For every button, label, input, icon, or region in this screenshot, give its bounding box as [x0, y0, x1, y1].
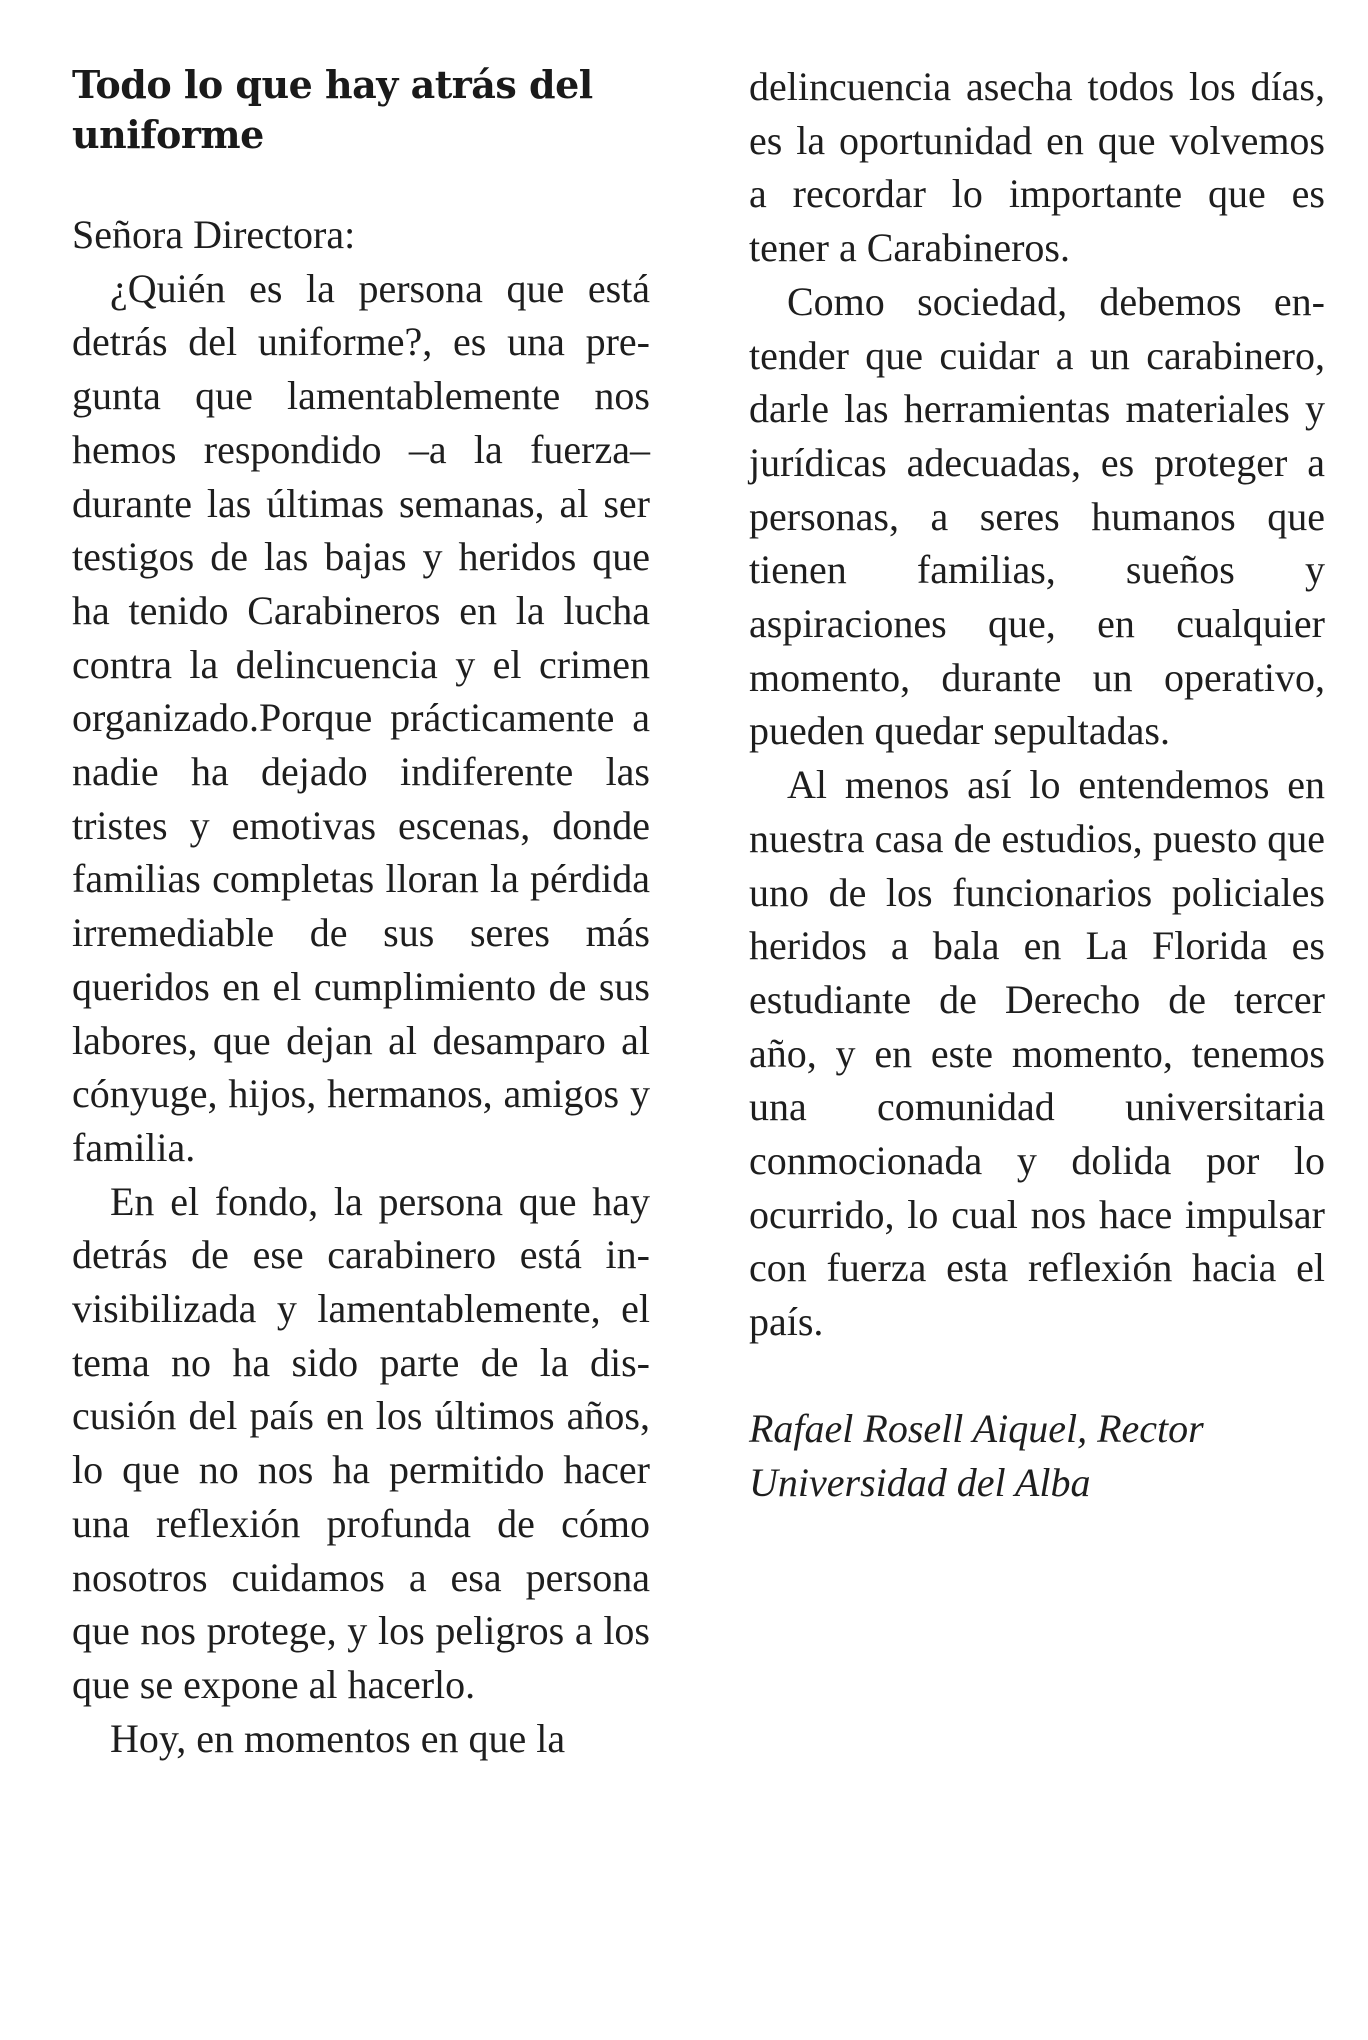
letter-headline: Todo lo que hay atrás del uniforme: [72, 62, 593, 157]
letter-paragraph: Hoy, en momentos en que la: [110, 1715, 566, 1761]
signature-institution: Universidad del Alba: [749, 1459, 1091, 1505]
right-column: [749, 60, 1325, 1509]
letter-paragraph: Al menos así lo entendemos en nuestra casa de estudios, puesto que uno de los funcionarios policiales heridos a bala en La Florida es estudiante de Derecho de tercer año, y en este momento, tenemos una comunidad universitaria conmocionada y dolida por lo ocurrido, lo cual nos hace impulsar con fuerza esta reflexión hacia el país.: [749, 762, 1325, 1345]
letter-paragraph: ¿Quién es la persona que está detrás del uniforme?, es una pregunta que lamentablemente nos hemos respondido –a la fuerza– durante las últimas semanas, al ser testigos de las bajas y heridos que ha tenido Carabineros en la lucha contra la delincuencia y el crimen organizado.Porque prácticamente a nadie ha dejado indiferente las tristes y emotivas escenas, donde familias completas lloran la pérdida irremediable de sus seres más queridos en el cumplimiento de sus labores, que dejan al desamparo al cónyuge, hijos, hermanos, amigos y familia.: [72, 265, 650, 1170]
letter-paragraph: delincuencia asecha todos los días, es la oportunidad en que volvemos a recordar lo importante que es tener a Carabineros.: [749, 64, 1325, 271]
left-column: [72, 60, 650, 1765]
letter-paragraph: Como sociedad, debemos entender que cuidar a un carabinero, darle las herramientas materiales y jurídicas adecuadas, es proteger a personas, a seres humanos que tienen familias, sueños y aspiraciones que, en cualquier momento, durante un operativo, pueden quedar sepultadas.: [749, 278, 1325, 754]
salutation: Señora Directora:: [72, 212, 356, 257]
letter-paragraph: En el fondo, la persona que hay detrás de ese carabinero está invisibilizada y lamentablemente, el tema no ha sido parte de la discusión del país en los últimos años, lo que no nos ha permitido hacer una reflexión profunda de cómo nosotros cuidamos a esa persona que nos protege, y los peligros a los que se expone al hacerlo.: [72, 1178, 650, 1707]
letter-signature: [749, 1402, 1325, 1509]
signature-author: Rafael Rosell Aiquel, Rector: [749, 1405, 1204, 1451]
